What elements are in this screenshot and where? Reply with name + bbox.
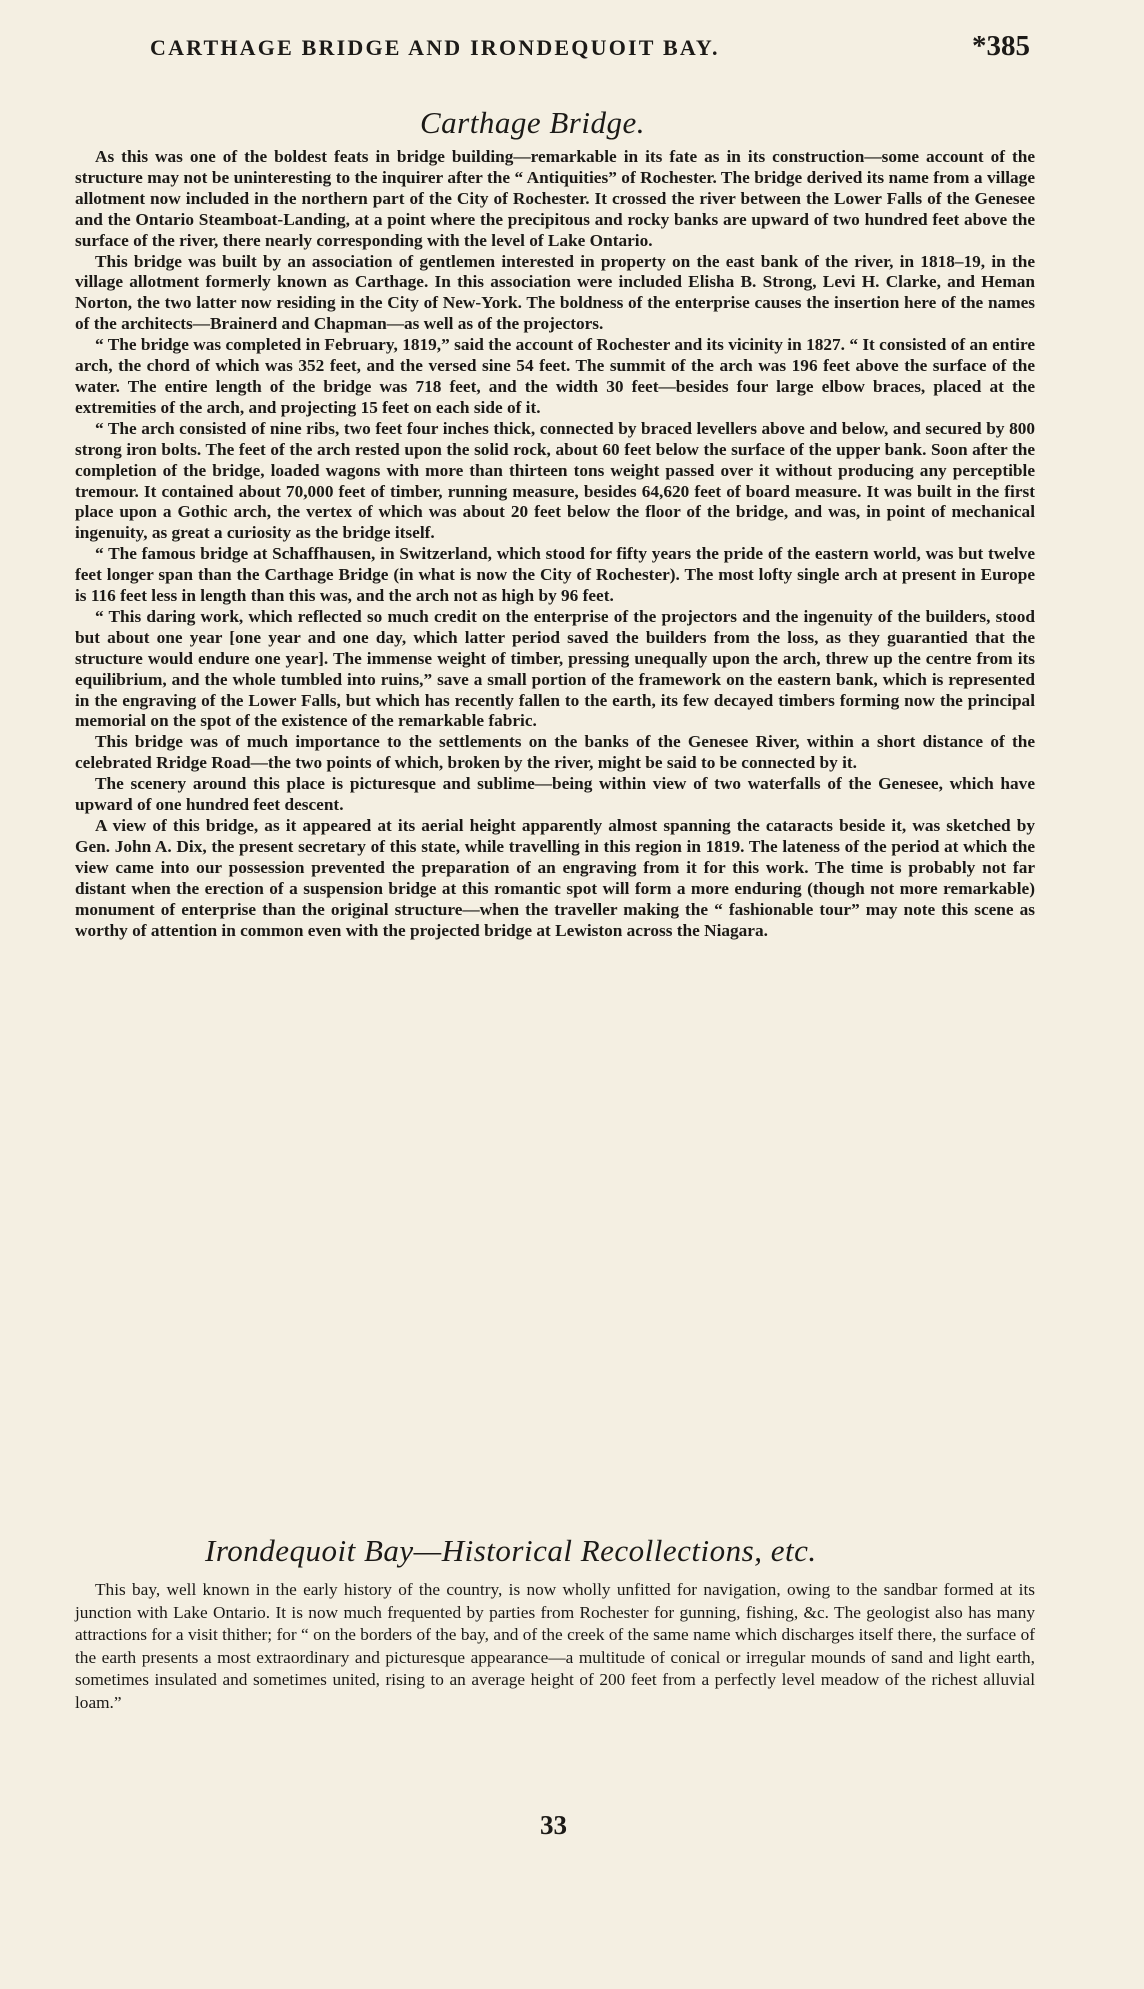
paragraph: “ The arch consisted of nine ribs, two feet four inches thick, connected by braced levellers above and below, and secured by 800 strong iron bolts. The feet of the arch rested upon the solid rock, about 60 feet below the surface of the upper bank. Soon after the completion of the bridge, loaded wagons with more than thirteen tons weight passed over it without producing any perceptible tremour. It contained about 70,000 feet of timber, running measure, besides 64,620 feet of board measure. It was built in the first place upon a Gothic arch, the vertex of which was about 20 feet below the floor of the bridge, and was, in point of mechanical ingenuity, as great a curiosity as the bridge itself. [75, 418, 1035, 543]
page-number: *385 [972, 30, 1030, 62]
article-title: Carthage Bridge. [420, 105, 645, 140]
article-irondequoit-bay [75, 1533, 1035, 1714]
paragraph: This bay, well known in the early history of the country, is now wholly unfitted for navigation, owing to the sandbar formed at its junction with Lake Ontario. It is now much frequented by parties from Rochester for gunning, fishing, &c. The geologist also has many attractions for a visit thither; for “ on the borders of the bay, and of the creek of the same name which discharges itself there, the surface of the earth presents a most extraordinary and picturesque appearance—a multitude of conical or irregular mounds of sand and light earth, sometimes insulated and sometimes united, rising to an average height of 200 feet from a perfectly level meadow of the richest alluvial loam.” [75, 1580, 1035, 1712]
paragraph: This bridge was built by an association of gentlemen interested in property on the east bank of the river, in 1818–19, in the village allotment formerly known as Carthage. In this association were included Elisha B. Strong, Levi H. Clarke, and Heman Norton, the two latter now residing in the City of New-York. The boldness of the enterprise causes the insertion here of the names of the architects—Brainerd and Chapman—as well as of the projectors. [75, 251, 1035, 334]
paragraph: The scenery around this place is picturesque and sublime—being within view of two waterfalls of the Genesee, which have upward of one hundred feet descent. [75, 774, 1035, 815]
running-head: CARTHAGE BRIDGE AND IRONDEQUOIT BAY. [150, 35, 720, 60]
paragraph: “ This daring work, which reflected so much credit on the enterprise of the projectors and the ingenuity of the builders, stood but about one year [one year and one day, which latter period saved the builders from the loss, as they guarantied that the structure would endure one year]. The immense weight of timber, pressing unequally upon the arch, threw up the centre from its equilibrium, and the whole tumbled into ruins,” save a small portion of the framework on the eastern bank, which is represented in the engraving of the Lower Falls, but which has recently fallen to the earth, its few decayed timbers forming now the principal memorial on the spot of the existence of the remarkable fabric. [75, 606, 1035, 731]
article-carthage-bridge [75, 105, 1035, 941]
paragraph: “ The bridge was completed in February, 1819,” said the account of Rochester and its vicinity in 1827. “ It consisted of an entire arch, the chord of which was 352 feet, and the versed sine 54 feet. The summit of the arch was 196 feet above the surface of the water. The entire length of the bridge was 718 feet, and the width 30 feet—besides four large elbow braces, placed at the extremities of the arch, and projecting 15 feet on each side of it. [75, 335, 1035, 417]
article-title: Irondequoit Bay—Historical Recollections, etc. [205, 1533, 817, 1568]
paragraph: A view of this bridge, as it appeared at its aerial height apparently almost spanning the cataracts beside it, was sketched by Gen. John A. Dix, the present secretary of this state, while travelling in this region in 1819. The lateness of the period at which the view came into our possession prevented the preparation of an engraving from it for this work. The time is probably not far distant when the erection of a suspension bridge at this romantic spot will form a more enduring (though not more remarkable) monument of enterprise than the original structure—when the traveller making the “ fashionable tour” may note this scene as worthy of attention in common even with the projected bridge at Lewiston across the Niagara. [75, 816, 1035, 940]
signature-mark: 33 [540, 1810, 567, 1840]
paragraph: As this was one of the boldest feats in bridge building—remarkable in its fate as in its construction—some account of the structure may not be uninteresting to the inquirer after the “ Antiquities” of Rochester. The bridge derived its name from a village allotment now included in the northern part of the City of Rochester. It crossed the river between the Lower Falls of the Genesee and the Ontario Steamboat-Landing, at a point where the precipitous and rocky banks are upward of two hundred feet above the surface of the river, there nearly corresponding with the level of Lake Ontario. [75, 147, 1035, 250]
paragraph: “ The famous bridge at Schaffhausen, in Switzerland, which stood for fifty years the pride of the eastern world, was but twelve feet longer span than the Carthage Bridge (in what is now the City of Rochester). The most lofty single arch at present in Europe is 116 feet less in length than this was, and the arch not as high by 96 feet. [75, 544, 1035, 606]
page-header [150, 30, 1030, 70]
paragraph: This bridge was of much importance to the settlements on the banks of the Genesee River, within a short distance of the celebrated Rridge Road—the two points of which, broken by the river, might be said to be connected by it. [75, 732, 1035, 773]
